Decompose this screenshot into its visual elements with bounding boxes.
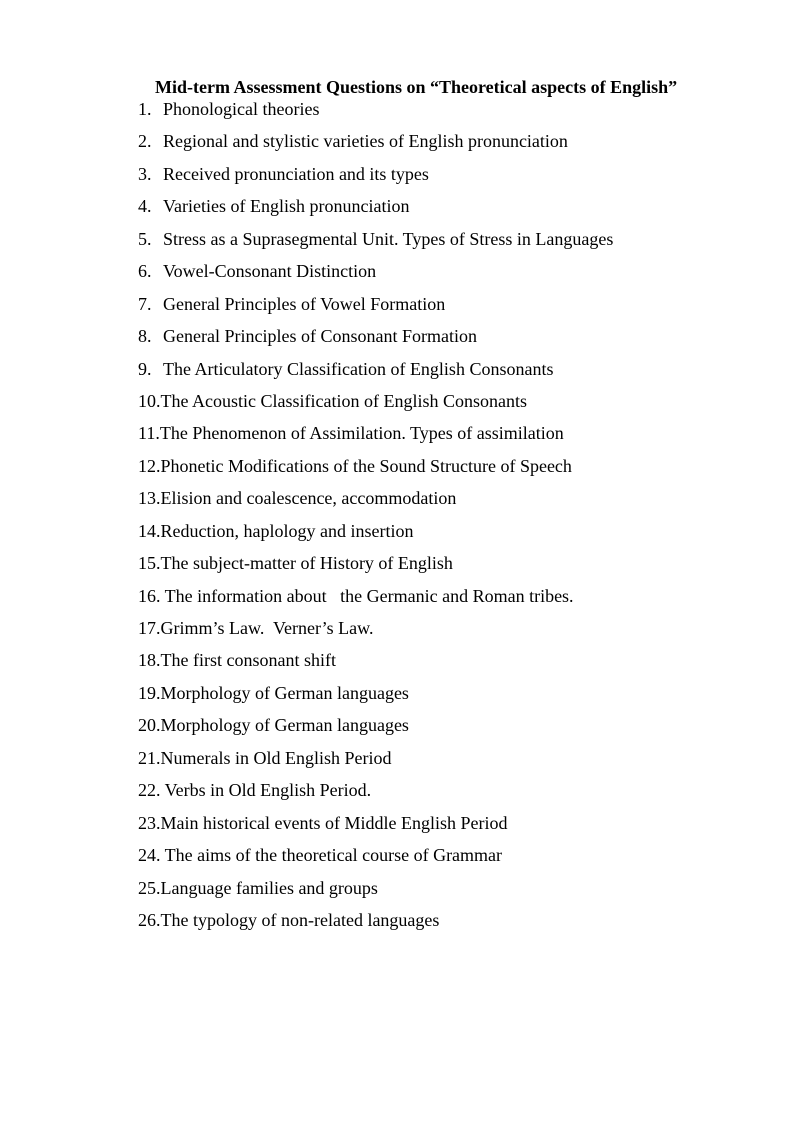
question-item <box>138 779 613 811</box>
question-item <box>138 98 613 130</box>
question-text: Varieties of English pronunciation <box>163 196 410 217</box>
question-number: 4. <box>138 196 152 217</box>
question-text: Main historical events of Middle English Period <box>160 812 508 833</box>
question-number: 25. <box>138 877 161 898</box>
question-item <box>138 163 613 195</box>
question-number: 16. <box>138 585 161 606</box>
question-item <box>138 260 613 292</box>
question-item <box>138 293 613 325</box>
question-item <box>138 617 613 649</box>
question-text: Verbs in Old English Period. <box>160 780 372 801</box>
question-number: 22. <box>138 780 161 801</box>
question-number: 13. <box>138 488 161 509</box>
question-number: 15. <box>138 553 161 574</box>
question-item <box>138 130 613 162</box>
question-text: The Acoustic Classification of English Consonants <box>160 390 527 411</box>
question-text: Stress as a Suprasegmental Unit. Types of Stress in Languages <box>163 228 614 249</box>
question-item <box>138 520 613 552</box>
question-number: 18. <box>138 650 161 671</box>
question-item <box>138 682 613 714</box>
question-text: Received pronunciation and its types <box>163 163 429 184</box>
question-text: The subject-matter of History of English <box>160 553 453 574</box>
question-text: The information about the Germanic and Roman tribes. <box>160 585 574 606</box>
question-number: 6. <box>138 261 152 282</box>
question-list <box>138 98 613 941</box>
question-number: 5. <box>138 228 152 249</box>
question-item <box>138 358 613 390</box>
question-item <box>138 455 613 487</box>
question-text: Language families and groups <box>160 877 378 898</box>
page-title: Mid-term Assessment Questions on “Theoretical aspects of English” <box>155 77 678 97</box>
question-text: Morphology of German languages <box>160 715 409 736</box>
question-item <box>138 195 613 227</box>
question-number: 21. <box>138 747 161 768</box>
question-number: 23. <box>138 812 161 833</box>
question-number: 8. <box>138 326 152 347</box>
question-text: Elision and coalescence, accommodation <box>160 488 457 509</box>
question-item <box>138 552 613 584</box>
question-text: The typology of non-related languages <box>160 909 440 930</box>
question-number: 11. <box>138 423 160 444</box>
question-number: 2. <box>138 131 152 152</box>
question-text: Regional and stylistic varieties of English pronunciation <box>163 131 568 152</box>
question-text: Phonological theories <box>163 99 320 119</box>
question-number: 19. <box>138 682 161 703</box>
question-text: The Phenomenon of Assimilation. Types of assimilation <box>159 423 564 444</box>
question-number: 14. <box>138 520 161 541</box>
question-text: Vowel-Consonant Distinction <box>163 261 377 282</box>
question-item <box>138 422 613 454</box>
question-text: The Articulatory Classification of English Consonants <box>163 358 554 379</box>
question-number: 26. <box>138 909 161 930</box>
question-item <box>138 649 613 681</box>
question-text: Morphology of German languages <box>160 682 409 703</box>
question-item <box>138 228 613 260</box>
question-number: 7. <box>138 293 152 314</box>
question-number: 3. <box>138 163 152 184</box>
question-number: 10. <box>138 390 161 411</box>
question-item <box>138 909 613 941</box>
question-item <box>138 877 613 909</box>
question-number: 20. <box>138 715 161 736</box>
question-text: General Principles of Vowel Formation <box>163 293 446 314</box>
question-item <box>138 487 613 519</box>
question-text: The first consonant shift <box>160 650 336 671</box>
question-number: 1. <box>138 99 152 119</box>
question-text: Numerals in Old English Period <box>160 747 392 768</box>
question-number: 24. <box>138 845 161 866</box>
question-item <box>138 812 613 844</box>
question-item <box>138 747 613 779</box>
question-number: 12. <box>138 455 161 476</box>
question-text: The aims of the theoretical course of Grammar <box>160 845 503 866</box>
question-text: Reduction, haplology and insertion <box>160 520 414 541</box>
question-number: 9. <box>138 358 152 379</box>
question-text: Grimm’s Law. Verner’s Law. <box>160 618 374 638</box>
question-text: Phonetic Modifications of the Sound Structure of Speech <box>160 455 572 476</box>
question-item <box>138 585 613 617</box>
question-item <box>138 390 613 422</box>
question-item <box>138 714 613 746</box>
question-text: General Principles of Consonant Formation <box>163 326 477 347</box>
question-number: 17. <box>138 618 161 638</box>
question-item <box>138 844 613 876</box>
question-item <box>138 325 613 357</box>
